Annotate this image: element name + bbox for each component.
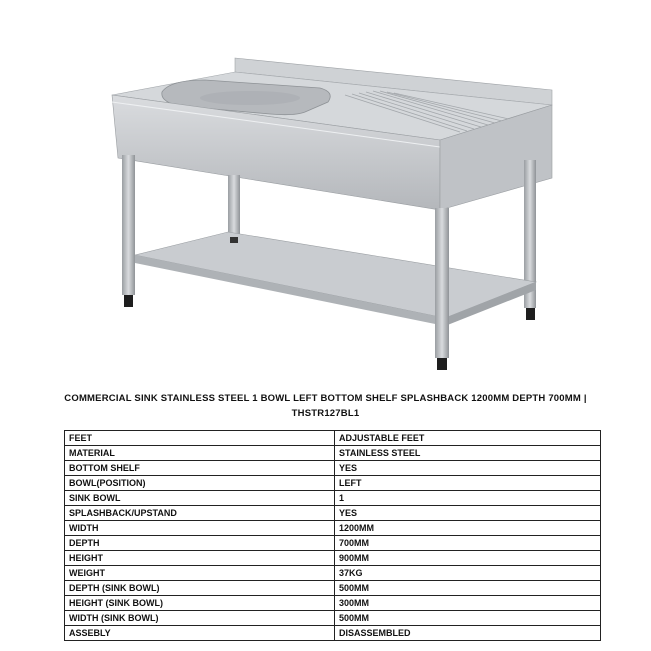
spec-label: WEIGHT bbox=[65, 566, 335, 581]
spec-label: HEIGHT bbox=[65, 551, 335, 566]
spec-label: MATERIAL bbox=[65, 446, 335, 461]
spec-value: ADJUSTABLE FEET bbox=[335, 431, 601, 446]
spec-value: 300MM bbox=[335, 596, 601, 611]
spec-value: YES bbox=[335, 506, 601, 521]
spec-value: 700MM bbox=[335, 536, 601, 551]
spec-row bbox=[65, 431, 601, 446]
spec-value: 500MM bbox=[335, 611, 601, 626]
spec-label: WIDTH bbox=[65, 521, 335, 536]
spec-value: YES bbox=[335, 461, 601, 476]
spec-label: DEPTH bbox=[65, 536, 335, 551]
spec-row bbox=[65, 521, 601, 536]
spec-row bbox=[65, 626, 601, 641]
sink-product-image bbox=[100, 50, 560, 370]
spec-value: 500MM bbox=[335, 581, 601, 596]
spec-label: BOTTOM SHELF bbox=[65, 461, 335, 476]
spec-label: WIDTH (SINK BOWL) bbox=[65, 611, 335, 626]
spec-label: SPLASHBACK/UPSTAND bbox=[65, 506, 335, 521]
spec-value: 900MM bbox=[335, 551, 601, 566]
spec-label: ASSEBLY bbox=[65, 626, 335, 641]
spec-row bbox=[65, 566, 601, 581]
spec-row bbox=[65, 446, 601, 461]
spec-value: 37KG bbox=[335, 566, 601, 581]
spec-row bbox=[65, 536, 601, 551]
spec-row bbox=[65, 581, 601, 596]
spec-row bbox=[65, 551, 601, 566]
spec-label: SINK BOWL bbox=[65, 491, 335, 506]
spec-row bbox=[65, 506, 601, 521]
spec-row bbox=[65, 476, 601, 491]
product-title: COMMERCIAL SINK STAINLESS STEEL 1 BOWL LEFT BOTTOM SHELF SPLASHBACK 1200MM DEPTH 700MM | THSTR127BL1 bbox=[64, 393, 587, 419]
spec-label: DEPTH (SINK BOWL) bbox=[65, 581, 335, 596]
spec-value: 1200MM bbox=[335, 521, 601, 536]
spec-row bbox=[65, 461, 601, 476]
spec-row bbox=[65, 611, 601, 626]
spec-table bbox=[64, 430, 601, 641]
spec-row bbox=[65, 491, 601, 506]
spec-value: 1 bbox=[335, 491, 601, 506]
spec-value: STAINLESS STEEL bbox=[335, 446, 601, 461]
spec-row bbox=[65, 596, 601, 611]
spec-value: LEFT bbox=[335, 476, 601, 491]
spec-value: DISASSEMBLED bbox=[335, 626, 601, 641]
spec-label: BOWL(POSITION) bbox=[65, 476, 335, 491]
spec-label: FEET bbox=[65, 431, 335, 446]
spec-label: HEIGHT (SINK BOWL) bbox=[65, 596, 335, 611]
